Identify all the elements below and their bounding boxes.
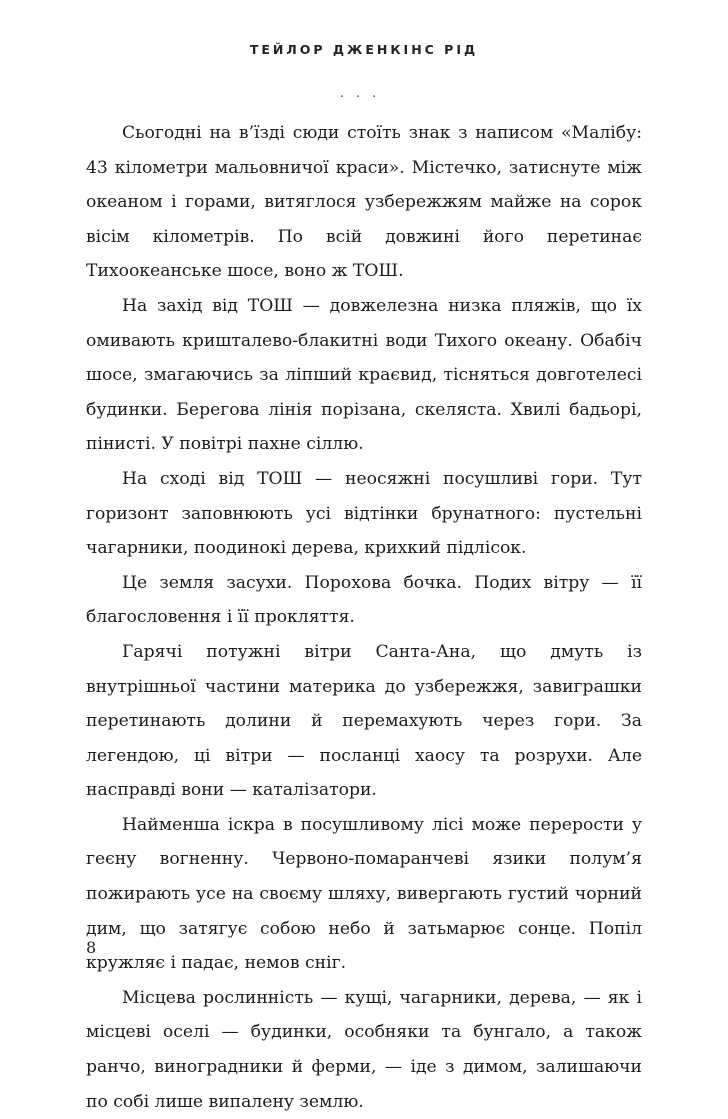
page-number: 8 <box>86 938 97 957</box>
paragraph: Місцева рослинність — кущі, чагарники, дерева, — як і місцеві оселі — будинки, особняки та бунгало, а також ранчо, виноградники й ферми, — іде з димом, залишаючи по собі лише випалену землю. <box>86 987 642 1112</box>
paragraph: Гарячі потужні вітри Санта-Ана, що дмуть із внутрішньої частини материка до узбережжя, завиграшки перетинають долини й перемахують через гори. За легендою, ці вітри — посланці хаосу та розрухи. Але насправді вони — каталізатори. <box>86 641 642 801</box>
paragraph: На захід від ТОШ — довжелезна низка пляжів, що їх омивають кришталево-блакитні води Тихого океану. Обабіч шосе, змагаючись за ліпший краєвид, тісняться довготелесі будинки. Берегова лінія порізана, скеляста. Хвилі бадьорі, пінисті. У повітрі пахне сіллю. <box>86 295 642 455</box>
paragraph: Сьогодні на в’їзді сюди стоїть знак з написом «Малібу: 43 кілометри мальовничої краси». Містечко, затиснуте між океаном і горами, витяглося узбережжям майже на сорок вісім кілометрів. По всій довжині його перетинає Тихоокеанське шосе, воно ж ТОШ. <box>86 123 642 282</box>
paragraph: Найменша іскра в посушливому лісі може перерости у геєну вогненну. Червоно-помаранчеві язики полум’я пожирають усе на своєму шляху, вивергають густий чорний дим, що затягує собою небо й затьмарює сонце. Попіл кружляє і падає, немов сніг. <box>86 814 642 974</box>
paragraph: На сході від ТОШ — неосяжні посушливі гори. Тут горизонт заповнюють усі відтінки брунатного: пустельні чагарники, поодинокі дерева, крихкий підлісок. <box>86 468 642 559</box>
section-break: ... <box>339 86 389 101</box>
paragraph: Це земля засухи. Порохова бочка. Подих вітру — її благословення і її прокляття. <box>86 572 642 628</box>
body-text <box>86 116 642 1119</box>
running-header: ТЕЙЛОР ДЖЕНКІНС РІД <box>249 42 479 57</box>
